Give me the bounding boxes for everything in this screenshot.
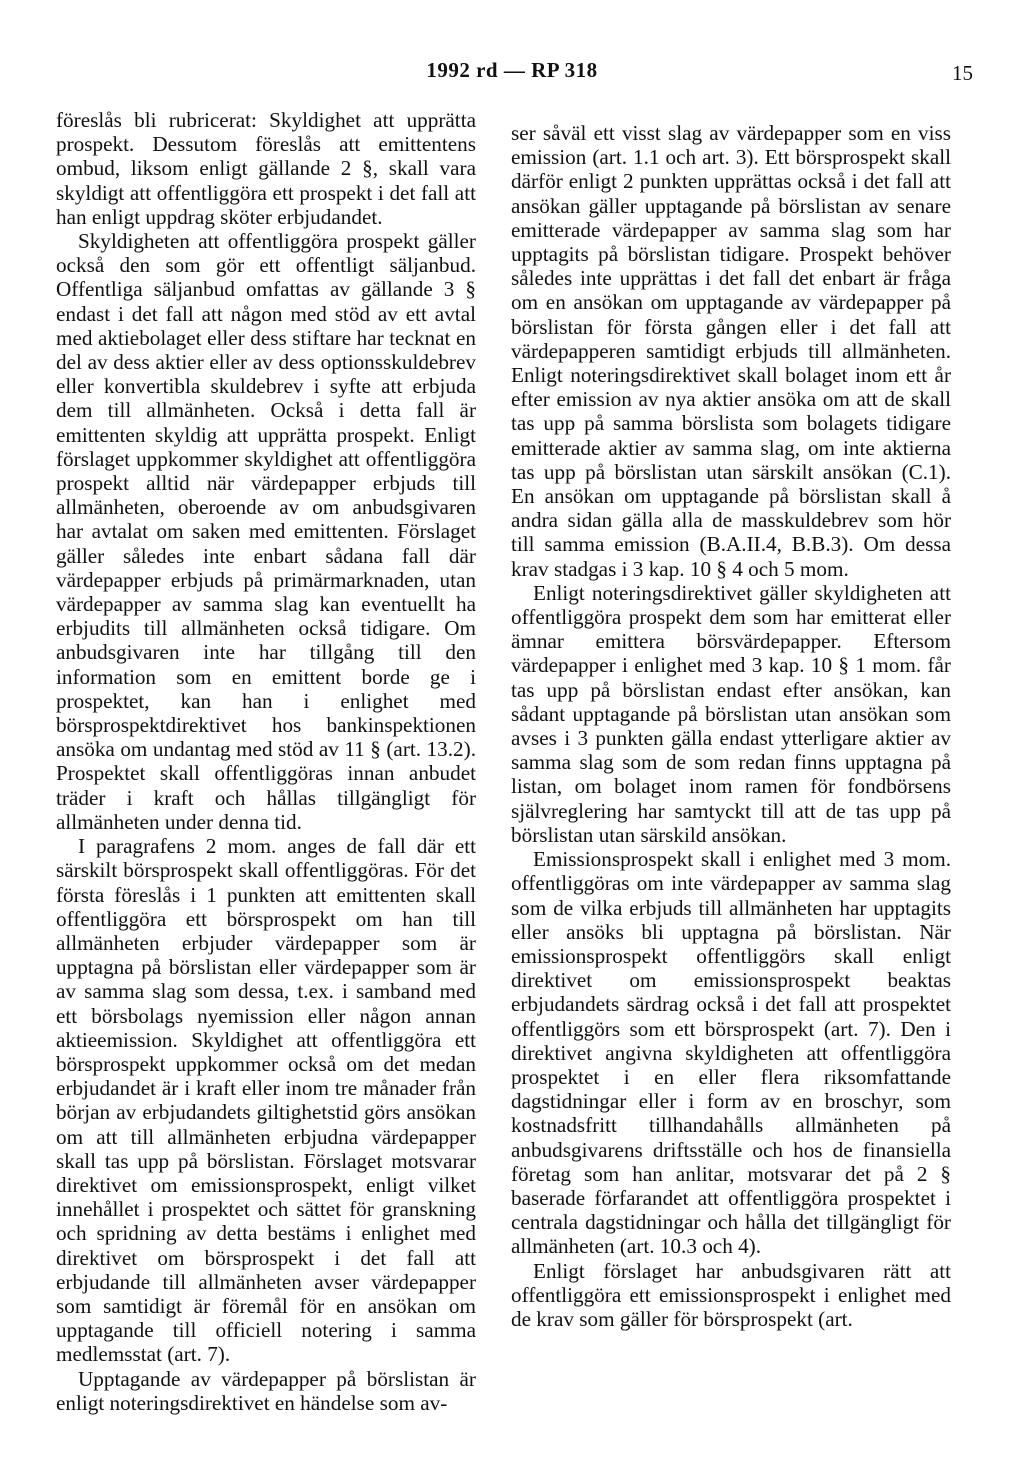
right-column: [511, 121, 951, 1331]
paragraph: I paragrafens 2 mom. anges de fall där ett särskilt börsprospekt skall offentliggöras. För det första föreslås i 1 punkten att emittenten skall offentliggöra ett börsprospekt om han till allmänheten erbjuder värdepapper som är upptagna på börslistan eller värdepapper som är av samma slag som dessa, t.ex. i samband med ett börsbolags nyemission eller någon annan aktieemission. Skyldighet att offentliggöra ett börsprospekt uppkommer också om det medan erbjudandet är i kraft eller inom tre månader från början av erbjudandets giltighetstid görs ansökan om att till allmänheten erbjudna värdepapper skall tas upp på börslistan. Förslaget motsvarar direktivet om emissionsprospekt, enligt vilket innehållet i prospektet och sättet för granskning och spridning av detta bestäms i enlighet med direktivet om börsprospekt i det fall att erbjudande till allmänheten avser värdepapper som samtidigt är föremål för en ansökan om upptagande till officiell notering i samma medlemsstat (art. 7).: [56, 834, 476, 1367]
paragraph: Enligt noteringsdirektivet gäller skyldigheten att offentliggöra prospekt dem som har emitterat eller ämnar emittera börsvärdepapper. Eftersom värdepapper i enlighet med 3 kap. 10 § 1 mom. får tas upp på börslistan endast efter ansökan, kan sådant upptagande på börslistan utan ansökan som avses i 3 punkten gälla endast ytterligare aktier av samma slag som de som redan finns upptagna på listan, om bolaget inom ramen för fondbörsens självreglering har samtyckt till att de tas upp på börslistan utan särskild ansökan.: [511, 580, 951, 847]
page-number: 15: [952, 61, 973, 85]
page-header: [0, 58, 1024, 88]
paragraph: Skyldigheten att offentliggöra prospekt gäller också den som gör ett offentligt säljanbud. Offentliga säljanbud omfattas av gällande 3 § endast i det fall att någon med stöd av ett avtal med aktiebolaget eller dess stiftare har tecknat en del av dess aktier eller av dess optionsskuldebrev eller konvertibla skuldebrev i syfte att erbjuda dem till allmänheten. Också i detta fall är emittenten skyldig att upprätta prospekt. Enligt förslaget uppkommer skyldighet att offentliggöra prospekt alltid när värdepapper erbjuds till allmänheten, oberoende av om anbudsgivaren har avtalat om saken med emittenten. Förslaget gäller således inte enbart sådana fall där värdepapper erbjuds på primärmarknaden, utan värdepapper av samma slag kan eventuellt ha erbjudits till allmänheten också tidigare. Om anbudsgivaren inte har tillgång till den information som en emittent borde ge i prospektet, kan han i enlighet med börsprospektdirektivet hos bankinspektionen ansöka om undantag med stöd av 11 § (art. 13.2). Prospektet skall offentliggöras innan anbudet träder i kraft och hållas tillgängligt för allmänheten under denna tid.: [56, 229, 476, 834]
paragraph: ser såväl ett visst slag av värdepapper som en viss emission (art. 1.1 och art. 3). Ett börsprospekt skall därför enligt 2 punkten upprättas också i det fall att ansökan gäller upptagande på börslistan av senare emitterade värdepapper av samma slag som har upptagits på börslistan tidigare. Prospekt behöver således inte upprättas i det fall det enbart är fråga om en ansökan om upptagande av värdepapper på börslistan för första gången eller i det fall att värdepapperen samtidigt erbjuds till allmänheten. Enligt noteringsdirektivet skall bolaget inom ett år efter emission av nya aktier ansöka om att de skall tas upp på samma börslista som bolagets tidigare emitterade aktier av samma slag, om inte aktierna tas upp på börslistan utan särskilt ansökan (C.1). En ansökan om upptagande på börslistan skall å andra sidan gälla alla de masskuldebrev som hör till samma emission (B.A.II.4, B.B.3). Om dessa krav stadgas i 3 kap. 10 § 4 och 5 mom.: [511, 121, 951, 581]
paragraph: Emissionsprospekt skall i enlighet med 3 mom. offentliggöras om inte värdepapper av samma slag som de vilka erbjuds till allmänheten har upptagits eller ansöks bli upptagna på börslistan. När emissionsprospekt offentliggörs skall enligt direktivet om emissionsprospekt beaktas erbjudandets särdrag också i det fall att prospektet offentliggörs som ett börsprospekt (art. 7). Den i direktivet angivna skyldigheten att offentliggöra prospektet i en eller flera riksomfattande dagstidningar eller i form av en broschyr, som kostnadsfritt tillhandahålls allmänheten på anbudsgivarens driftsställe och hos de finansiella företag som han anlitar, motsvarar det på 2 § baserade förfarandet att offentliggöra prospektet i centrala dagstidningar och hålla det tillgängligt för allmänheten (art. 10.3 och 4).: [511, 847, 951, 1259]
left-column: [56, 108, 476, 1415]
running-title: 1992 rd — RP 318: [426, 58, 598, 82]
paragraph: Enligt förslaget har anbudsgivaren rätt att offentliggöra ett emissionsprospekt i enlighet med de krav som gäller för börsprospekt (art.: [511, 1258, 951, 1331]
paragraph: Upptagande av värdepapper på börslistan är enligt noteringsdirektivet en händelse som av-: [56, 1366, 476, 1415]
paragraph: föreslås bli rubricerat: Skyldighet att upprätta prospekt. Dessutom föreslås att emittentens ombud, liksom enligt gällande 2 §, skall vara skyldigt att offentliggöra ett prospekt i det fall att han enligt uppdrag sköter erbjudandet.: [56, 108, 476, 229]
